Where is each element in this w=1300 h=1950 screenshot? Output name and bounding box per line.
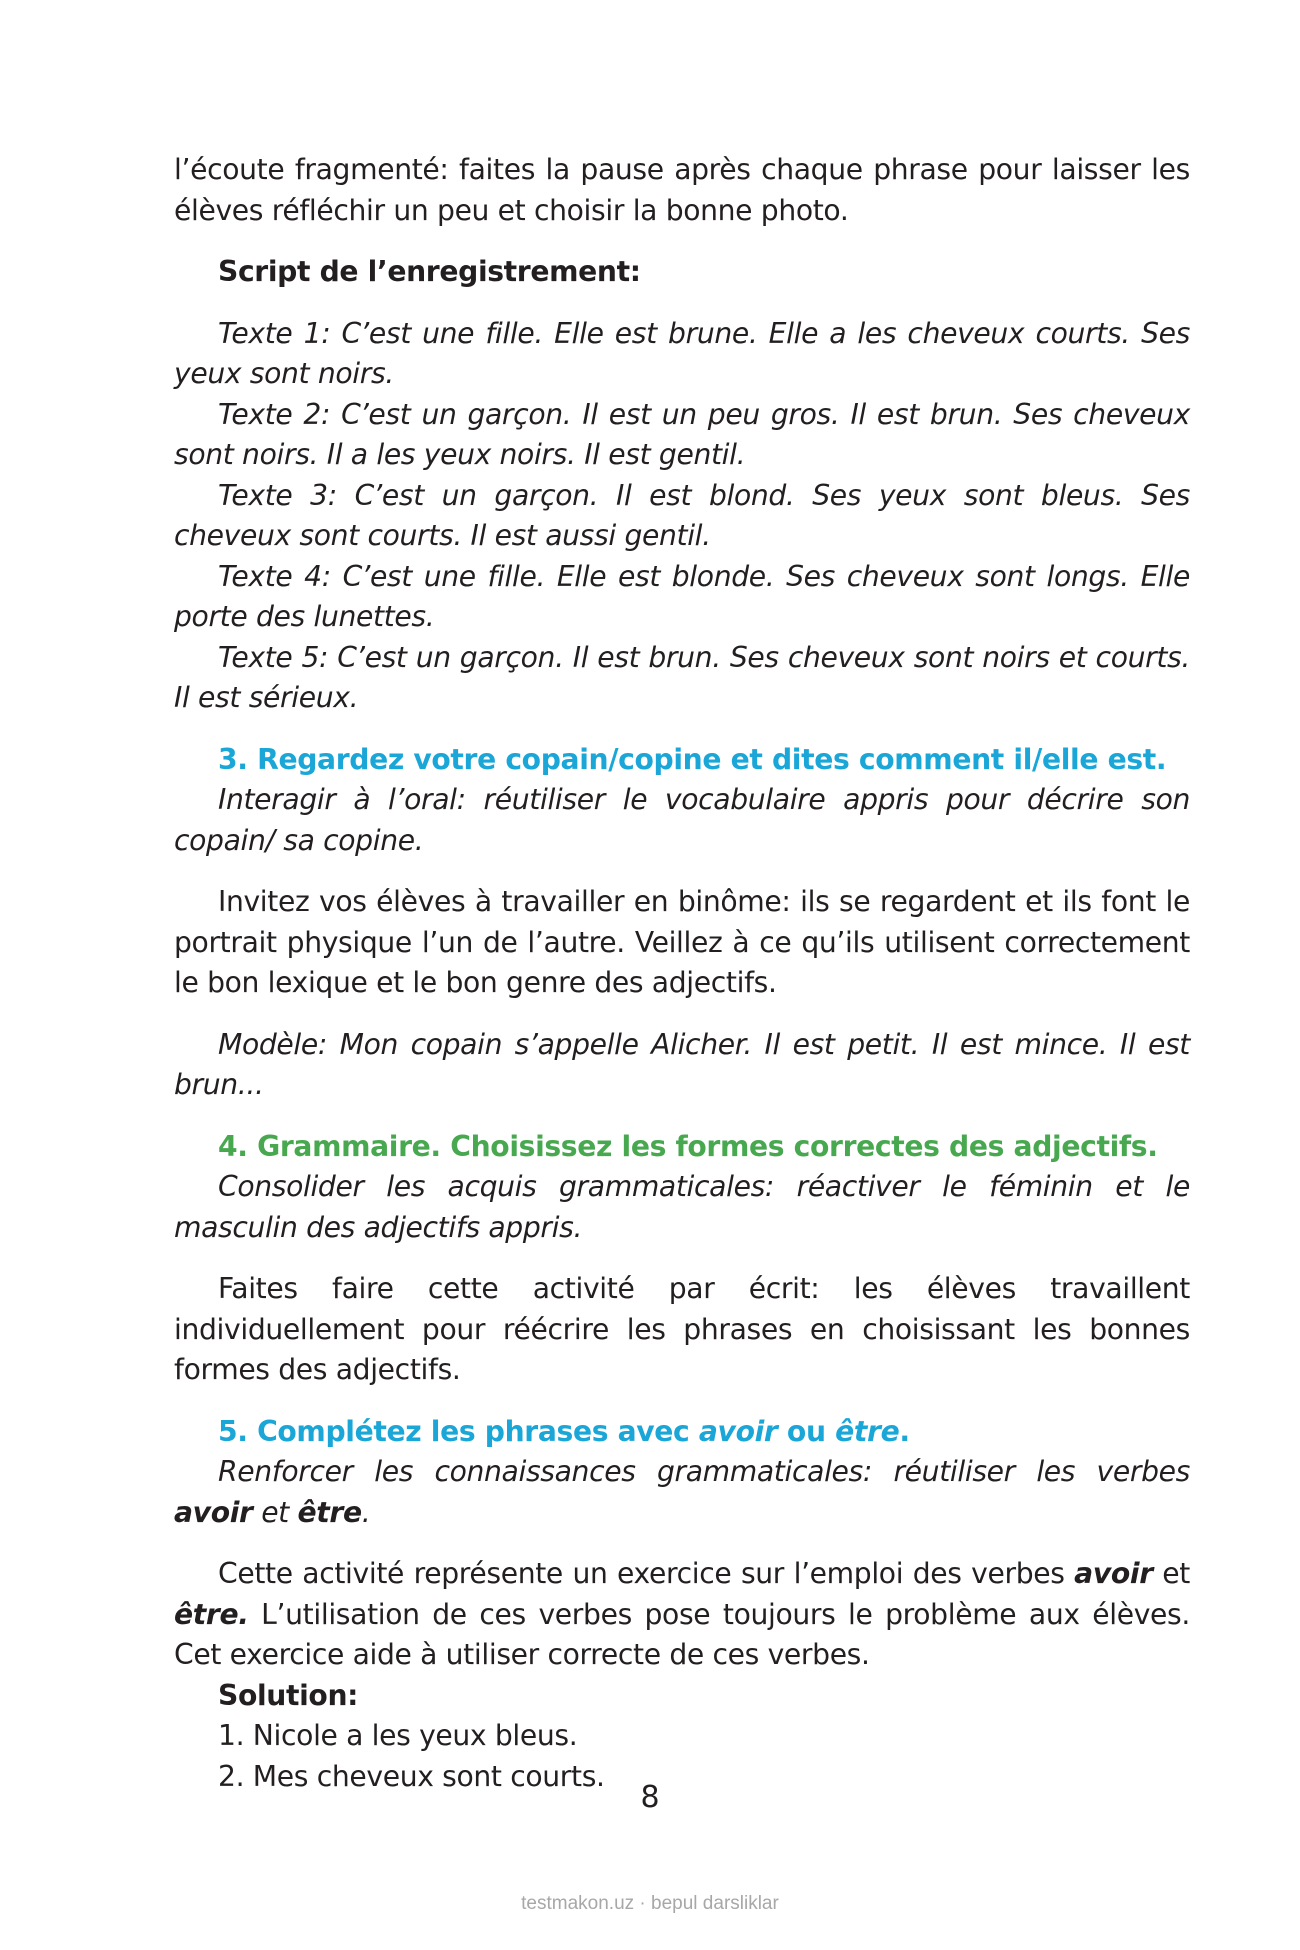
section-5-para-end: L’utilisation de ces verbes pose toujours le problème aux élèves. Cet exercice aide à utiliser correcte de ces verbes. bbox=[174, 1597, 1190, 1671]
section-5-heading-etre: être bbox=[835, 1414, 900, 1448]
section-5-heading bbox=[174, 1412, 1190, 1453]
section-5-heading-avoir: avoir bbox=[698, 1414, 778, 1448]
section-5-heading-ou: ou bbox=[777, 1414, 836, 1448]
section-5-para-etre: être. bbox=[174, 1597, 249, 1631]
solution-item-2: 2. Mes cheveux sont courts. bbox=[218, 1759, 605, 1793]
section-3-heading: 3. Regardez votre copain/copine et dites comment il/elle est. bbox=[218, 742, 1167, 776]
texte-5: Texte 5: C’est un garçon. Il est brun. Ses cheveux sont noirs et courts. Il est sérieux. bbox=[174, 640, 1190, 714]
section-5-objective-avoir: avoir bbox=[174, 1495, 253, 1529]
section-5-para-et: et bbox=[1152, 1557, 1191, 1590]
section-5-paragraph bbox=[174, 1554, 1190, 1676]
section-5-objective-start: Renforcer les connaissances grammaticales: réutiliser les verbes bbox=[218, 1455, 1190, 1488]
footer-watermark: testmakon.uz · bepul darsliklar bbox=[521, 1893, 779, 1914]
intro-line-1: l’écoute fragmenté: faites la pause après chaque phrase pour laisser les bbox=[174, 153, 1190, 186]
texte-3: Texte 3: C’est un garçon. Il est blond. Ses yeux sont bleus. Ses cheveux sont courts. Il est aussi gentil. bbox=[174, 478, 1190, 552]
texte-1: Texte 1: C’est une fille. Elle est brune. Elle a les cheveux courts. Ses yeux sont noirs. bbox=[174, 316, 1190, 390]
section-5-objective-et: et bbox=[252, 1495, 298, 1529]
script-heading: Script de l’enregistrement: bbox=[218, 255, 641, 288]
section-4-objective: Consolider les acquis grammaticales: réactiver le féminin et le masculin des adjectifs appris. bbox=[174, 1170, 1190, 1244]
section-5-heading-start: 5. Complétez les phrases avec bbox=[218, 1414, 699, 1448]
section-3-model: Modèle: Mon copain s’appelle Alicher. Il est petit. Il est mince. Il est brun... bbox=[174, 1027, 1190, 1101]
section-5-objective bbox=[174, 1452, 1190, 1533]
solution-item-1: 1. Nicole a les yeux bleus. bbox=[218, 1719, 578, 1752]
section-3-objective: Interagir à l’oral: réutiliser le vocabulaire appris pour décrire son copain/ sa copine. bbox=[174, 783, 1190, 857]
section-5-heading-end: . bbox=[899, 1414, 910, 1448]
section-4-instructions: Faites faire cette activité par écrit: les élèves travaillent individuellement pour réécrire les phrases en choisissant les bonnes formes des adjectifs. bbox=[174, 1272, 1190, 1386]
section-5-para-start: Cette activité représente un exercice sur l’emploi des verbes bbox=[218, 1557, 1075, 1590]
section-5-para-avoir: avoir bbox=[1074, 1557, 1153, 1590]
page-content bbox=[174, 150, 1190, 1797]
intro-line-2: élèves réfléchir un peu et choisir la bonne photo. bbox=[174, 193, 849, 227]
section-5-objective-end: . bbox=[361, 1495, 371, 1529]
solution-label: Solution: bbox=[218, 1678, 359, 1712]
section-4-heading: 4. Grammaire. Choisissez les formes correctes des adjectifs. bbox=[218, 1129, 1158, 1163]
section-5-objective-etre: être bbox=[297, 1495, 362, 1529]
texte-2: Texte 2: C’est un garçon. Il est un peu gros. Il est brun. Ses cheveux sont noirs. Il a les yeux noirs. Il est gentil. bbox=[174, 397, 1190, 471]
section-3-instructions: Invitez vos élèves à travailler en binôme: ils se regardent et ils font le portrait physique l’un de l’autre. Veillez à ce qu’ils utilisent correctement le bon lexique et le bon genre des adjectifs. bbox=[174, 885, 1190, 999]
page-number: 8 bbox=[640, 1780, 660, 1815]
texte-4: Texte 4: C’est une fille. Elle est blonde. Ses cheveux sont longs. Elle porte des lunettes. bbox=[174, 559, 1190, 633]
